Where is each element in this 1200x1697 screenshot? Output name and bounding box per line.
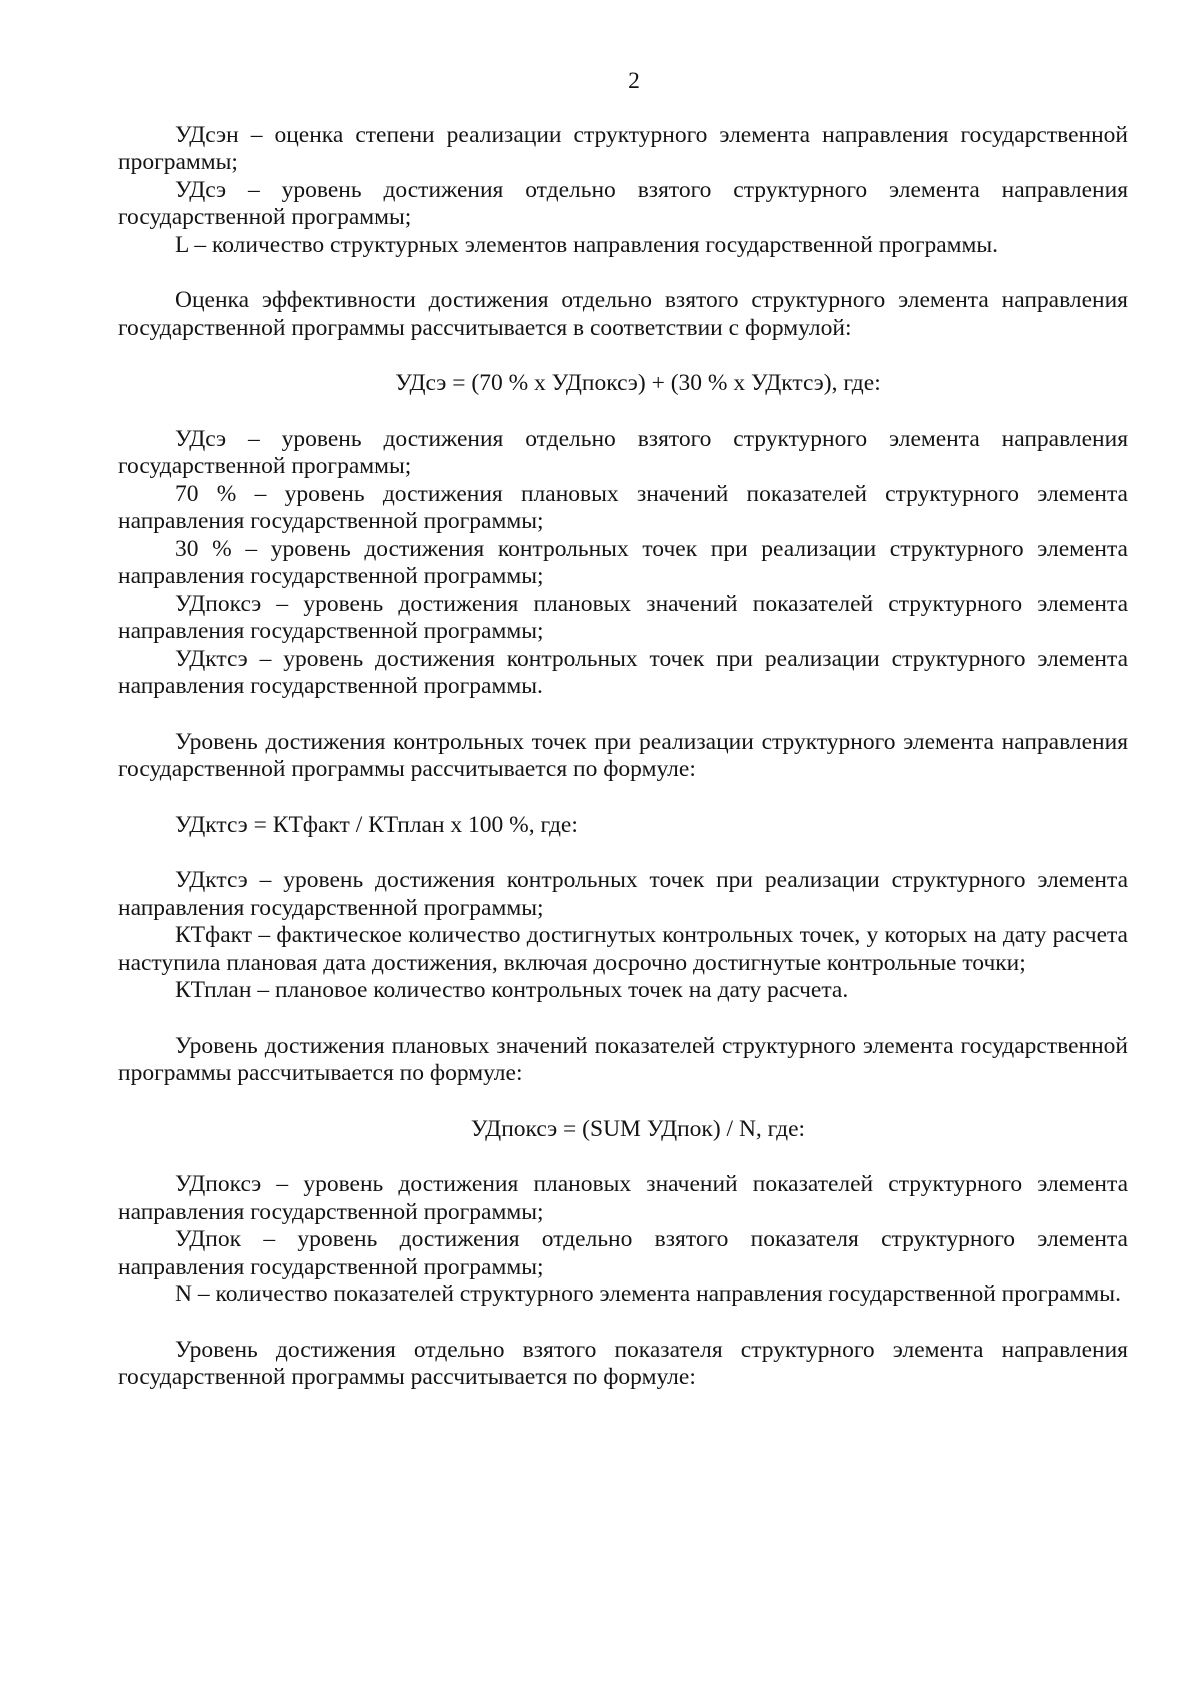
formula-udktse: УДктсэ = КТфакт / КТплан х 100 %, где: xyxy=(175,811,578,838)
spacer xyxy=(118,342,1128,370)
definition-udse-2: УДсэ – уровень достижения отдельно взятого структурного элемента направления государственной программы; xyxy=(118,425,1128,479)
spacer xyxy=(118,839,1128,867)
spacer xyxy=(118,1309,1128,1337)
spacer xyxy=(118,398,1128,426)
formula-udpokse: УДпоксэ = (SUM УДпок) / N, где: xyxy=(470,1115,806,1142)
definition-n: N – количество показателей структурного элемента направления государственной программы. xyxy=(175,1281,1121,1307)
definition-30-percent: 30 % – уровень достижения контрольных точек при реализации структурного элемента направления государственной программы; xyxy=(118,535,1128,589)
paragraph-indicators-intro: Уровень достижения плановых значений показателей структурного элемента государственной программы рассчитывается по формуле: xyxy=(118,1032,1128,1086)
page-number: 2 xyxy=(628,68,640,94)
definition-udpokse: УДпоксэ – уровень достижения плановых значений показателей структурного элемента направления государственной программы; xyxy=(118,590,1128,644)
spacer xyxy=(118,1143,1128,1171)
definition-udsen: УДсэн – оценка степени реализации структурного элемента направления государственной программы; xyxy=(118,121,1128,175)
paragraph-single-indicator-intro: Уровень достижения отдельно взятого показателя структурного элемента направления государственной программы рассчитывается по формуле: xyxy=(118,1336,1128,1390)
definition-udktse-2: УДктсэ – уровень достижения контрольных точек при реализации структурного элемента направления государственной программы; xyxy=(118,867,1128,921)
spacer xyxy=(118,784,1128,812)
spacer xyxy=(118,1005,1128,1033)
spacer xyxy=(118,1088,1128,1116)
formula-udse: УДсэ = (70 % х УДпоксэ) + (30 % х УДктсэ), где: xyxy=(395,370,881,396)
paragraph-efficiency-intro: Оценка эффективности достижения отдельно взятого структурного элемента направления государственной программы рассчитывается в соответствии с формулой: xyxy=(118,287,1128,341)
definition-l: L – количество структурных элементов направления государственной программы. xyxy=(175,231,999,258)
definition-udktse: УДктсэ – уровень достижения контрольных точек при реализации структурного элемента направления государственной программы. xyxy=(118,645,1128,699)
definition-udpok: УДпок – уровень достижения отдельно взятого показателя структурного элемента направления государственной программы; xyxy=(118,1226,1128,1280)
definition-ktfakt: КТфакт – фактическое количество достигнутых контрольных точек, у которых на дату расчета наступила плановая дата достижения, включая досрочно достигнутые контрольные точки; xyxy=(118,922,1128,976)
definition-udpokse-2: УДпоксэ – уровень достижения плановых значений показателей структурного элемента направления государственной программы; xyxy=(118,1171,1128,1225)
paragraph-control-points-intro: Уровень достижения контрольных точек при реализации структурного элемента направления государственной программы рассчитывается по формуле: xyxy=(118,728,1128,782)
definition-70-percent: 70 % – уровень достижения плановых значений показателей структурного элемента направления государственной программы; xyxy=(118,480,1128,534)
definition-ktplan: КТплан – плановое количество контрольных точек на дату расчета. xyxy=(175,977,849,1003)
spacer xyxy=(118,259,1128,287)
definition-udse: УДсэ – уровень достижения отдельно взятого структурного элемента направления государственной программы; xyxy=(118,176,1128,230)
spacer xyxy=(118,701,1128,729)
